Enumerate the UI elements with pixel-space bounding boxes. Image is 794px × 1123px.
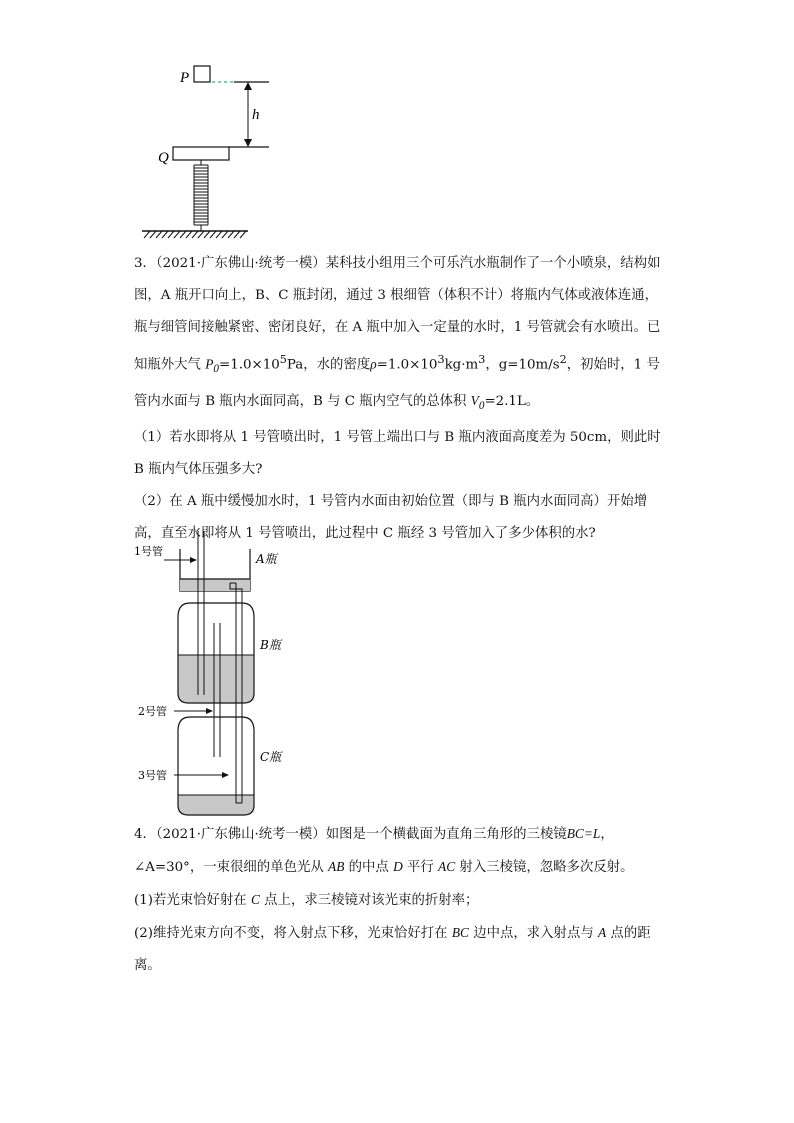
bottle-a bbox=[180, 549, 250, 591]
label-bottle-b: B瓶 bbox=[260, 638, 281, 652]
question-4-stem: 4．（2021·广东佛山·统考一模）如图是一个横截面为直角三角形的三棱镜BC=L，∠A=30°，一束很细的单色光从 AB 的中点 D 平行 AC 射入三棱镜，忽略多次反射。 bbox=[134, 826, 634, 875]
label-tube-2: 2号管 bbox=[138, 705, 167, 718]
spring bbox=[194, 160, 208, 231]
label-tube-3: 3号管 bbox=[138, 769, 167, 782]
question-4 bbox=[134, 818, 670, 982]
label-bottle-c: C瓶 bbox=[260, 750, 282, 764]
question-3-stem: 3．（2021·广东佛山·统考一模）某科技小组用三个可乐汽水瓶制作了一个小喷泉，结构如图，A 瓶开口向上，B、C 瓶封闭，通过 3 根细管（体积不计）将瓶内气体或液体连通，瓶与细管间接触紧密、密闭良好，在 A 瓶中加入一定量的水时，1 号管就会有水喷出。已知瓶外大气 $P_0=1.0\times 10^5Pa$，水的密度$\rho=1.0\times 10^3kg\cdot m^3$，$g=10m/s^2$，初始时，1 号管内水面与 B 瓶内水面同高，B 与 C 瓶内空气的总体积 $V_0=2.1L$。 bbox=[134, 256, 661, 412]
label-q: Q bbox=[158, 150, 169, 166]
bottle-b bbox=[178, 603, 254, 703]
question-3 bbox=[134, 248, 670, 550]
bottle-fountain-figure bbox=[134, 527, 314, 819]
question-3-part-2: （2）在 A 瓶中缓慢加水时，1 号管内水面由初始位置（即与 B 瓶内水面同高）开始增高，直至水即将从 1 号管喷出，此过程中 C 瓶经 3 号管加入了多少体积的水? bbox=[134, 493, 648, 541]
label-bottle-a: A瓶 bbox=[256, 552, 277, 566]
spring-block-figure bbox=[130, 58, 290, 242]
question-4-part-2: (2)维持光束方向不变，将入射点下移，光束恰好打在 BC 边中点，求入射点与 A 点的距离。 bbox=[134, 925, 651, 973]
label-p: P bbox=[180, 70, 190, 86]
ground bbox=[142, 231, 248, 238]
label-tube-1: 1号管 bbox=[134, 545, 163, 558]
block-q bbox=[173, 147, 229, 160]
question-3-part-1: （1）若水即将从 1 号管喷出时，1 号管上端出口与 B 瓶内液面高度差为 50cm，则此时 B 瓶内气体压强多大? bbox=[134, 429, 661, 477]
bottle-c bbox=[178, 717, 254, 815]
question-4-part-1: (1)若光束恰好射在 C 点上，求三棱镜对该光束的折射率； bbox=[134, 892, 479, 908]
label-h: h bbox=[252, 107, 260, 123]
block-p bbox=[194, 66, 210, 82]
